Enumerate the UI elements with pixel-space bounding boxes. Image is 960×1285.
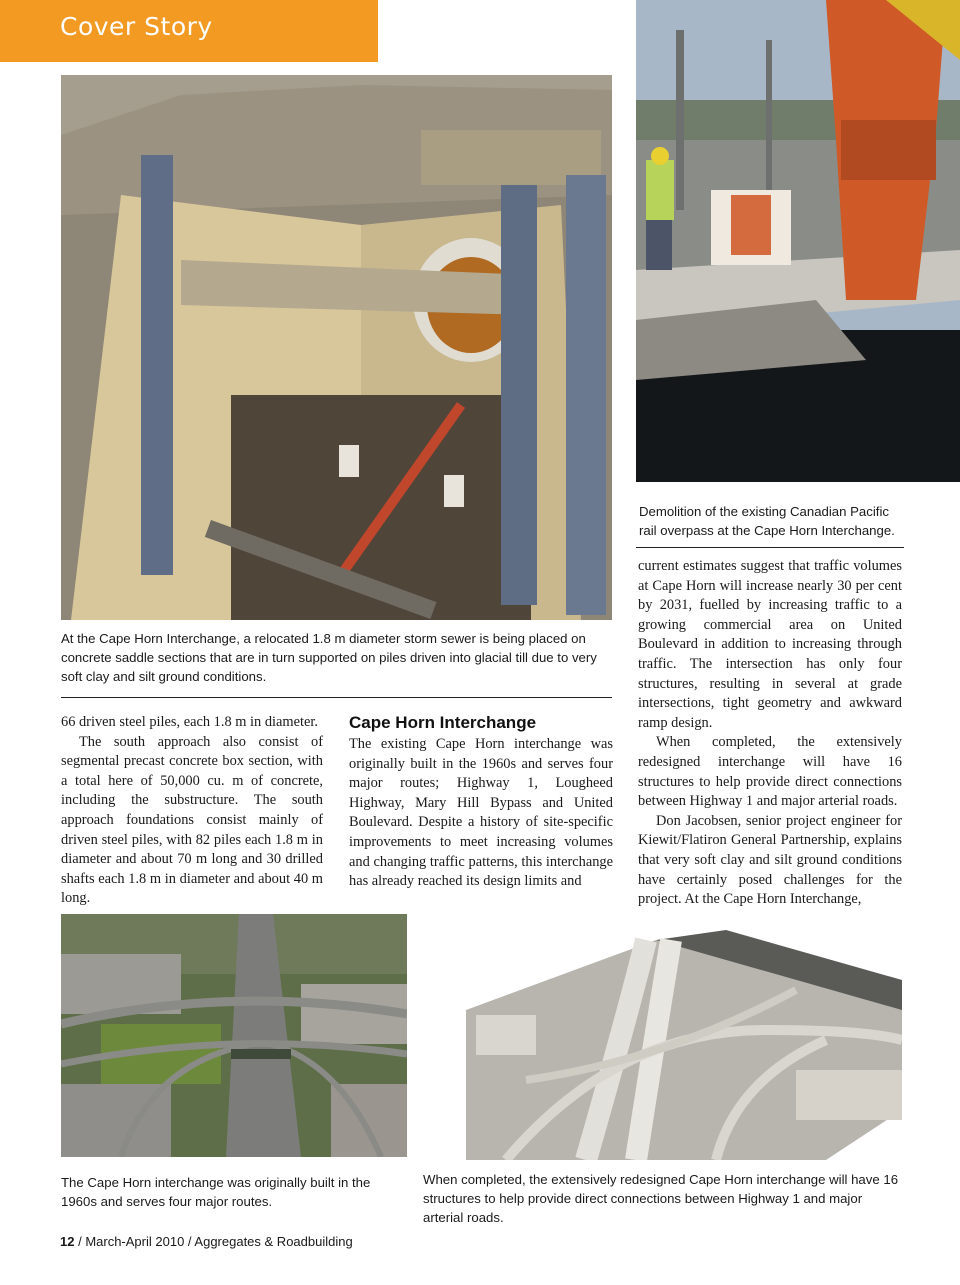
- page-footer: [60, 1234, 353, 1249]
- col3-paragraph-2: When completed, the extensively redesigned interchange will have 16 structures to help provide direct connections between Highway 1 and major arterial roads.: [638, 734, 902, 810]
- article-column-2: [349, 713, 613, 892]
- col1-paragraph-1: 66 driven steel piles, each 1.8 m in diameter.: [61, 714, 318, 730]
- col3-paragraph-1: current estimates suggest that traffic volumes at Cape Horn will increase nearly 30 per cent by 2031, fuelled by increasing traffic to a growing commercial area on United Boulevard in addition to increasing through traffic. The intersection has only four structures, resulting in several at grade intersections, tight geometry and awkward ramp design.: [638, 558, 902, 731]
- article-column-1: [61, 713, 323, 909]
- demolition-caption-rule: [636, 547, 904, 548]
- section-tab-label: Cover Story: [60, 12, 213, 41]
- model-photo: [466, 920, 902, 1160]
- aerial-photo: [61, 914, 407, 1157]
- col2-paragraph-1: The existing Cape Horn interchange was originally built in the 1960s and serves four major routes; Highway 1, Lougheed Highway, Mary Hill Bypass and United Boulevard. Despite a history of site-specific improvements to meet increasing volumes and changing traffic patterns, this interchange has already reached its design limits and: [349, 736, 613, 890]
- trench-photo: [61, 75, 612, 620]
- col1-paragraph-2: The south approach also consist of segmental precast concrete box section, with a total here of 50,000 cu. m of concrete, including the substructure. The south approach foundations consist mainly of driven steel piles, with 82 piles each 1.8 m in diameter and about 70 m long and 30 drilled shafts each 1.8 m in diameter and about 40 m long.: [61, 733, 323, 907]
- page-number: 12: [60, 1234, 75, 1249]
- trench-caption: At the Cape Horn Interchange, a relocated 1.8 m diameter storm sewer is being placed on concrete saddle sections that are in turn supported on piles driven into glacial till due to very soft clay and silt ground conditions.: [61, 631, 597, 684]
- section-heading: Cape Horn Interchange: [349, 713, 537, 732]
- model-caption: When completed, the extensively redesigned Cape Horn interchange will have 16 structures to help provide direct connections between Highway 1 and major arterial roads.: [423, 1172, 899, 1225]
- article-column-3: [638, 557, 902, 910]
- trench-caption-rule: [61, 697, 612, 698]
- demolition-photo: [636, 0, 960, 482]
- issue-info: / March-April 2010 / Aggregates & Roadbuilding: [78, 1234, 353, 1249]
- demolition-caption: Demolition of the existing Canadian Pacific rail overpass at the Cape Horn Interchange.: [639, 504, 895, 538]
- section-tab: [0, 0, 378, 62]
- aerial-caption: The Cape Horn interchange was originally built in the 1960s and serves four major routes.: [61, 1175, 371, 1209]
- col3-paragraph-3: Don Jacobsen, senior project engineer for Kiewit/Flatiron General Partnership, explains that very soft clay and silt ground conditions have certainly posed challenges for the project. At the Cape Horn Interchange,: [638, 812, 902, 908]
